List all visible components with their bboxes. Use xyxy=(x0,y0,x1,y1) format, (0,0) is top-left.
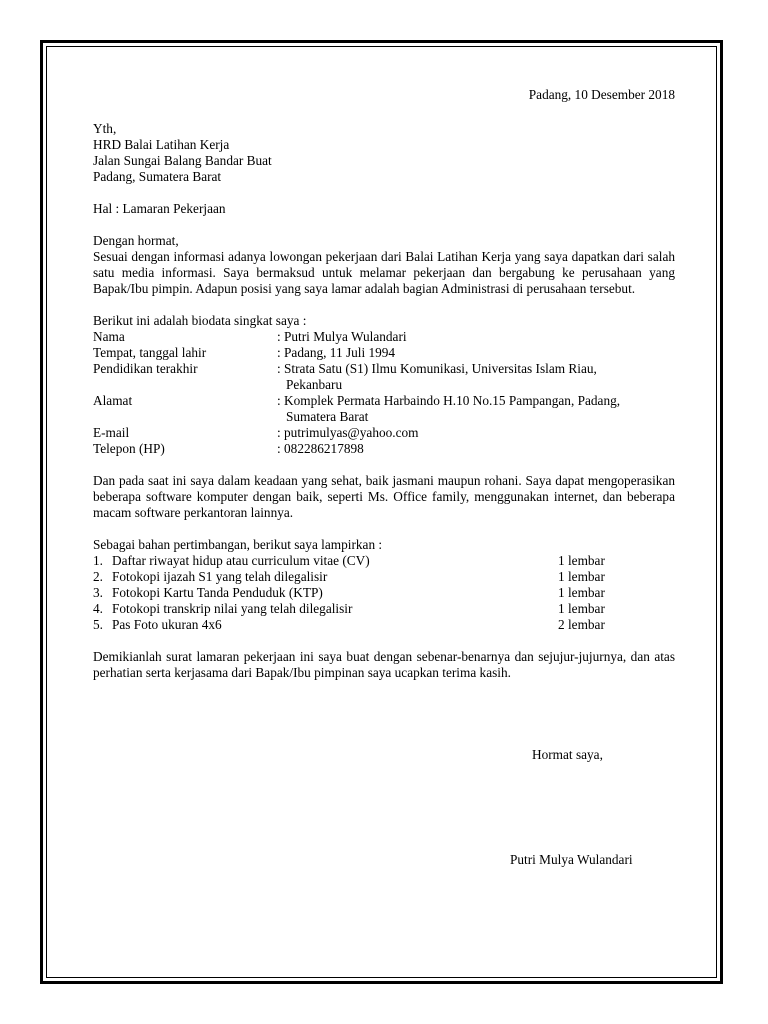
biodata-row xyxy=(93,425,675,441)
biodata-label: Nama xyxy=(93,329,125,344)
attachment-number: 2. xyxy=(93,569,103,584)
biodata-row xyxy=(93,441,675,457)
recipient-line: Padang, Sumatera Barat xyxy=(93,169,222,184)
biodata-value-group xyxy=(277,393,675,425)
recipient-block xyxy=(93,121,675,185)
biodata-label: Tempat, tanggal lahir xyxy=(93,345,207,360)
attachment-qty: 2 lembar xyxy=(558,617,605,632)
biodata-value: : Padang, 11 Juli 1994 xyxy=(277,345,396,360)
greeting: Dengan hormat, xyxy=(93,233,179,248)
attachment-number: 5. xyxy=(93,617,103,632)
biodata-value-group xyxy=(277,361,675,393)
attachment-item xyxy=(93,617,675,633)
closing-paragraph: Demikianlah surat lamaran pekerjaan ini saya buat dengan sebenar-benarnya dan sejujur-jujurnya, dan atas perhatian serta kerjasama dari Bapak/Ibu pimpinan saya ucapkan terima kasih. xyxy=(93,649,675,680)
biodata-section xyxy=(93,313,675,457)
attachment-text: Fotokopi transkrip nilai yang telah dilegalisir xyxy=(112,601,353,616)
health-paragraph: Dan pada saat ini saya dalam keadaan yang sehat, baik jasmani maupun rohani. Saya dapat mengoperasikan beberapa software komputer dengan baik, seperti Ms. Office family, menggunakan internet, dan beberapa macam software perkantoran lainnya. xyxy=(93,473,675,520)
recipient-line: Yth, xyxy=(93,121,117,136)
biodata-row xyxy=(93,393,675,425)
biodata-row xyxy=(93,361,675,393)
biodata-label: E-mail xyxy=(93,425,130,440)
subject-line: Hal : Lamaran Pekerjaan xyxy=(93,201,226,216)
letter-body xyxy=(93,87,675,681)
attachment-text: Fotokopi Kartu Tanda Penduduk (KTP) xyxy=(112,585,323,600)
biodata-row xyxy=(93,345,675,361)
biodata-intro: Berikut ini adalah biodata singkat saya : xyxy=(93,313,307,328)
attachment-qty: 1 lembar xyxy=(558,553,605,568)
biodata-value: : 082286217898 xyxy=(277,441,364,456)
recipient-line: HRD Balai Latihan Kerja xyxy=(93,137,230,152)
biodata-value-continued: Sumatera Barat xyxy=(286,409,369,424)
closing-salutation: Hormat saya, xyxy=(532,747,603,762)
biodata-label: Pendidikan terakhir xyxy=(93,361,198,376)
attachment-item xyxy=(93,585,675,601)
signer-name: Putri Mulya Wulandari xyxy=(510,852,633,867)
biodata-value: : Komplek Permata Harbaindo H.10 No.15 Pampangan, Padang, xyxy=(277,393,621,408)
biodata-value: : Strata Satu (S1) Ilmu Komunikasi, Universitas Islam Riau, xyxy=(277,361,597,376)
letter-date: Padang, 10 Desember 2018 xyxy=(528,87,675,102)
biodata-label: Alamat xyxy=(93,393,133,408)
biodata-label: Telepon (HP) xyxy=(93,441,165,456)
recipient-line: Jalan Sungai Balang Bandar Buat xyxy=(93,153,272,168)
attachment-qty: 1 lembar xyxy=(558,569,605,584)
attachment-text: Fotokopi ijazah S1 yang telah dilegalisir xyxy=(112,569,328,584)
attachment-item xyxy=(93,569,675,585)
attachment-item xyxy=(93,553,675,569)
attachments-intro: Sebagai bahan pertimbangan, berikut saya lampirkan : xyxy=(93,537,383,552)
attachment-text: Daftar riwayat hidup atau curriculum vitae (CV) xyxy=(112,553,370,568)
biodata-value-continued: Pekanbaru xyxy=(286,377,343,392)
attachment-item xyxy=(93,601,675,617)
attachment-text: Pas Foto ukuran 4x6 xyxy=(112,617,222,632)
attachments-section xyxy=(93,537,675,633)
intro-paragraph: Sesuai dengan informasi adanya lowongan pekerjaan dari Balai Latihan Kerja yang saya dapatkan dari salah satu media informasi. Saya bermaksud untuk melamar pekerjaan dan bergabung ke perusahaan yang Bapak/Ibu pimpin. Adapun posisi yang saya lamar adalah bagian Administrasi di perusahaan tersebut. xyxy=(93,249,675,296)
attachment-number: 4. xyxy=(93,601,103,616)
biodata-value: : Putri Mulya Wulandari xyxy=(277,329,407,344)
attachment-qty: 1 lembar xyxy=(558,601,605,616)
attachment-number: 3. xyxy=(93,585,103,600)
biodata-value: : putrimulyas@yahoo.com xyxy=(277,425,419,440)
attachment-qty: 1 lembar xyxy=(558,585,605,600)
attachment-number: 1. xyxy=(93,553,103,568)
biodata-row xyxy=(93,329,675,345)
